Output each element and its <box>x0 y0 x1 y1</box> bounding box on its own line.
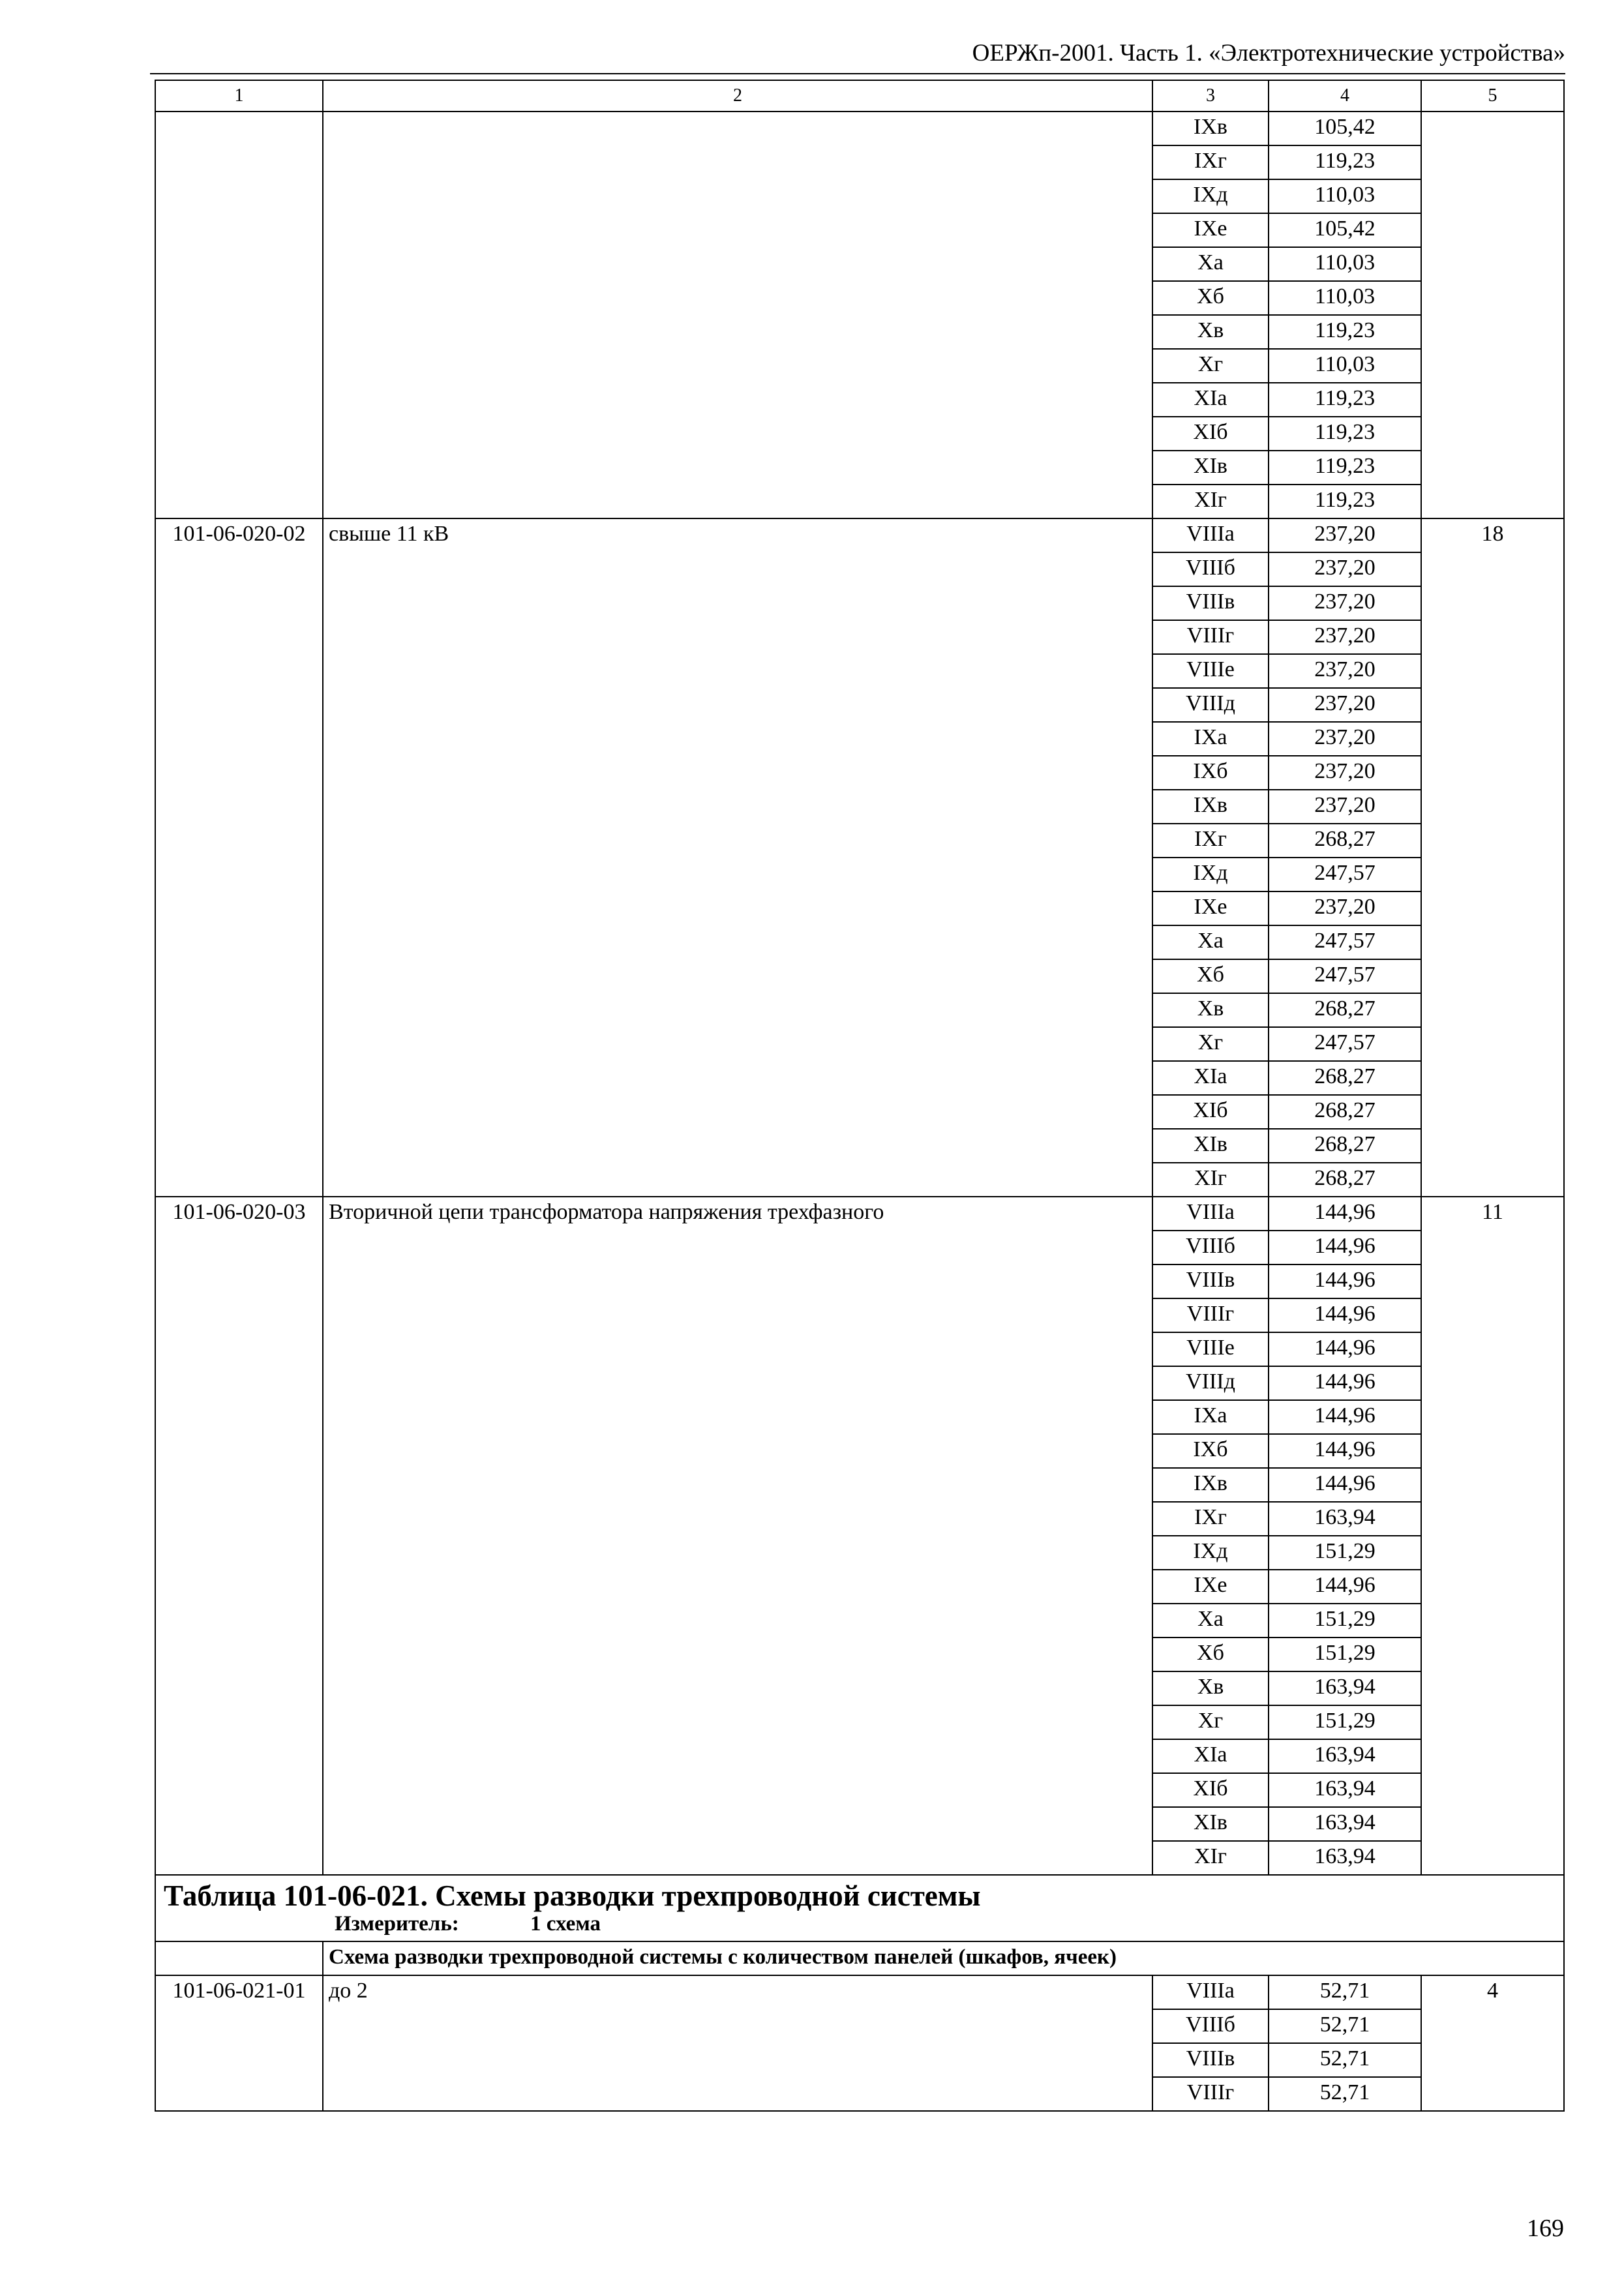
price-cell: 163,94 <box>1269 1739 1421 1773</box>
price-cell: 110,03 <box>1269 349 1421 383</box>
zone-cell: XIб <box>1152 1095 1269 1129</box>
zone-cell: XIг <box>1152 1841 1269 1875</box>
price-cell: 268,27 <box>1269 824 1421 858</box>
zone-cell: Xв <box>1152 993 1269 1027</box>
rate-code: 101-06-020-02 <box>155 518 323 1197</box>
header-rule <box>150 73 1565 74</box>
zone-cell: IXе <box>1152 1570 1269 1604</box>
zone-cell: VIIIб <box>1152 1231 1269 1264</box>
zone-cell: XIб <box>1152 1773 1269 1807</box>
price-cell: 119,23 <box>1269 417 1421 451</box>
price-cell: 163,94 <box>1269 1502 1421 1536</box>
table-title: Таблица 101-06-021. Схемы разводки трехпроводной системы <box>164 1879 981 1912</box>
zone-cell: IXд <box>1152 858 1269 891</box>
zone-cell: VIIIг <box>1152 2077 1269 2111</box>
zone-cell: VIIIг <box>1152 620 1269 654</box>
zone-cell: Xб <box>1152 1638 1269 1671</box>
price-cell: 151,29 <box>1269 1604 1421 1638</box>
table-row <box>155 112 1564 145</box>
price-cell: 105,42 <box>1269 112 1421 145</box>
price-cell: 144,96 <box>1269 1366 1421 1400</box>
price-cell: 237,20 <box>1269 654 1421 688</box>
price-cell: 237,20 <box>1269 756 1421 790</box>
price-cell: 237,20 <box>1269 722 1421 756</box>
price-cell: 105,42 <box>1269 213 1421 247</box>
zone-cell: VIIIв <box>1152 2043 1269 2077</box>
subtitle-blank <box>155 1941 323 1975</box>
zone-cell: Xг <box>1152 349 1269 383</box>
price-cell: 247,57 <box>1269 858 1421 891</box>
zone-cell: Xб <box>1152 959 1269 993</box>
rates-table-body <box>155 80 1564 2111</box>
zone-cell: XIг <box>1152 1163 1269 1197</box>
price-cell: 237,20 <box>1269 552 1421 586</box>
rates-table <box>155 80 1565 2112</box>
price-cell: 144,96 <box>1269 1400 1421 1434</box>
zone-cell: IXв <box>1152 790 1269 824</box>
price-cell: 247,57 <box>1269 1027 1421 1061</box>
zone-cell: IXд <box>1152 179 1269 213</box>
price-cell: 237,20 <box>1269 891 1421 925</box>
rate-code: 101-06-021-01 <box>155 1975 323 2111</box>
zone-cell: IXе <box>1152 213 1269 247</box>
zone-cell: IXв <box>1152 112 1269 145</box>
zone-cell: XIа <box>1152 383 1269 417</box>
price-cell: 144,96 <box>1269 1231 1421 1264</box>
zone-cell: IXг <box>1152 824 1269 858</box>
column-number: 1 <box>155 80 323 112</box>
zone-cell: VIIIв <box>1152 1264 1269 1298</box>
zone-cell: Xа <box>1152 247 1269 281</box>
price-cell: 52,71 <box>1269 2009 1421 2043</box>
zone-cell: XIв <box>1152 1807 1269 1841</box>
zone-cell: Xг <box>1152 1027 1269 1061</box>
column-number: 5 <box>1421 80 1564 112</box>
zone-cell: IXв <box>1152 1468 1269 1502</box>
zone-cell: VIIIб <box>1152 2009 1269 2043</box>
rate-code <box>155 112 323 518</box>
price-cell: 151,29 <box>1269 1638 1421 1671</box>
page-number: 169 <box>1527 2215 1564 2242</box>
zone-cell: VIIIб <box>1152 552 1269 586</box>
zone-cell: IXб <box>1152 756 1269 790</box>
price-cell: 237,20 <box>1269 518 1421 552</box>
price-cell: 52,71 <box>1269 1975 1421 2009</box>
zone-cell: XIа <box>1152 1739 1269 1773</box>
rate-code: 101-06-020-03 <box>155 1197 323 1875</box>
zone-cell: Xв <box>1152 315 1269 349</box>
zone-cell: IXб <box>1152 1434 1269 1468</box>
zone-cell: IXа <box>1152 1400 1269 1434</box>
zone-cell: VIIIв <box>1152 586 1269 620</box>
price-cell: 163,94 <box>1269 1773 1421 1807</box>
measure-line <box>164 1911 1563 1941</box>
subtitle-row <box>155 1941 1564 1975</box>
table-title-cell <box>155 1875 1564 1941</box>
rate-description: свыше 11 кВ <box>323 518 1152 1197</box>
price-cell: 151,29 <box>1269 1705 1421 1739</box>
rate-description <box>323 112 1152 518</box>
price-cell: 237,20 <box>1269 790 1421 824</box>
price-cell: 52,71 <box>1269 2043 1421 2077</box>
column-number: 4 <box>1269 80 1421 112</box>
measure-label: Измеритель: <box>335 1912 459 1936</box>
price-cell: 144,96 <box>1269 1197 1421 1231</box>
col5-value: 11 <box>1421 1197 1564 1875</box>
running-header: ОЕРЖп-2001. Часть 1. «Электротехнические устройства» <box>972 40 1565 67</box>
price-cell: 144,96 <box>1269 1468 1421 1502</box>
zone-cell: Xа <box>1152 1604 1269 1638</box>
price-cell: 237,20 <box>1269 586 1421 620</box>
column-number: 3 <box>1152 80 1269 112</box>
price-cell: 110,03 <box>1269 281 1421 315</box>
price-cell: 144,96 <box>1269 1570 1421 1604</box>
price-cell: 163,94 <box>1269 1671 1421 1705</box>
zone-cell: IXг <box>1152 1502 1269 1536</box>
zone-cell: XIг <box>1152 485 1269 518</box>
zone-cell: VIIIа <box>1152 1975 1269 2009</box>
price-cell: 247,57 <box>1269 925 1421 959</box>
col5-value: 18 <box>1421 518 1564 1197</box>
price-cell: 144,96 <box>1269 1434 1421 1468</box>
zone-cell: VIIIг <box>1152 1298 1269 1332</box>
measure-value: 1 схема <box>530 1912 601 1936</box>
zone-cell: VIIIе <box>1152 1332 1269 1366</box>
column-number: 2 <box>323 80 1152 112</box>
rate-description: Вторичной цепи трансформатора напряжения трехфазного <box>323 1197 1152 1875</box>
price-cell: 119,23 <box>1269 383 1421 417</box>
zone-cell: XIа <box>1152 1061 1269 1095</box>
zone-cell: IXг <box>1152 145 1269 179</box>
price-cell: 119,23 <box>1269 145 1421 179</box>
col5-value: 4 <box>1421 1975 1564 2111</box>
zone-cell: IXе <box>1152 891 1269 925</box>
zone-cell: VIIIа <box>1152 518 1269 552</box>
zone-cell: Xв <box>1152 1671 1269 1705</box>
price-cell: 151,29 <box>1269 1536 1421 1570</box>
price-cell: 52,71 <box>1269 2077 1421 2111</box>
table-row <box>155 518 1564 552</box>
table-title-row <box>155 1875 1564 1941</box>
zone-cell: VIIIд <box>1152 1366 1269 1400</box>
price-cell: 144,96 <box>1269 1332 1421 1366</box>
price-cell: 144,96 <box>1269 1264 1421 1298</box>
table-subtitle: Схема разводки трехпроводной системы с количеством панелей (шкафов, ячеек) <box>323 1941 1564 1975</box>
price-cell: 119,23 <box>1269 451 1421 485</box>
zone-cell: VIIIе <box>1152 654 1269 688</box>
zone-cell: VIIIа <box>1152 1197 1269 1231</box>
price-cell: 268,27 <box>1269 1095 1421 1129</box>
price-cell: 237,20 <box>1269 620 1421 654</box>
price-cell: 119,23 <box>1269 485 1421 518</box>
column-number-row <box>155 80 1564 112</box>
price-cell: 268,27 <box>1269 1061 1421 1095</box>
price-cell: 110,03 <box>1269 247 1421 281</box>
table-row <box>155 1197 1564 1231</box>
price-cell: 268,27 <box>1269 1163 1421 1197</box>
price-cell: 237,20 <box>1269 688 1421 722</box>
zone-cell: IXд <box>1152 1536 1269 1570</box>
col5-value <box>1421 112 1564 518</box>
zone-cell: Xб <box>1152 281 1269 315</box>
price-cell: 268,27 <box>1269 993 1421 1027</box>
table-row <box>155 1975 1564 2009</box>
price-cell: 110,03 <box>1269 179 1421 213</box>
price-cell: 163,94 <box>1269 1807 1421 1841</box>
zone-cell: Xа <box>1152 925 1269 959</box>
price-cell: 119,23 <box>1269 315 1421 349</box>
price-cell: 163,94 <box>1269 1841 1421 1875</box>
zone-cell: Xг <box>1152 1705 1269 1739</box>
price-cell: 268,27 <box>1269 1129 1421 1163</box>
zone-cell: XIв <box>1152 1129 1269 1163</box>
price-cell: 144,96 <box>1269 1298 1421 1332</box>
zone-cell: XIб <box>1152 417 1269 451</box>
zone-cell: IXа <box>1152 722 1269 756</box>
price-cell: 247,57 <box>1269 959 1421 993</box>
zone-cell: XIв <box>1152 451 1269 485</box>
zone-cell: VIIIд <box>1152 688 1269 722</box>
rate-description: до 2 <box>323 1975 1152 2111</box>
